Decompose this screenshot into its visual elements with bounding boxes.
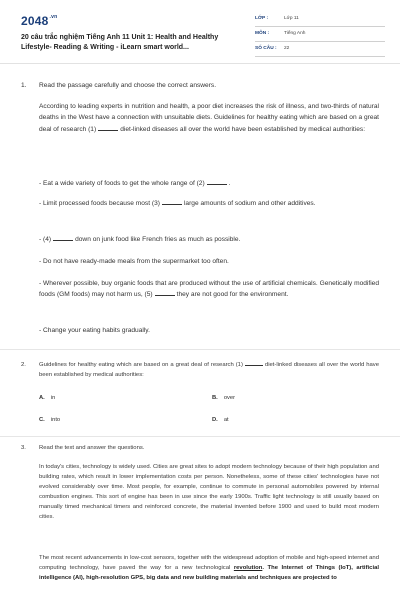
reading-text-bold: . The Internet of Things (IoT), artificial intelligence (AI), high-resolution GPS, big data and new building materials and techniques are projected to xyxy=(39,565,379,581)
guideline-item: - Do not have ready-made meals from the supermarket too often. xyxy=(39,258,229,265)
option-letter: C. xyxy=(39,417,45,423)
option-b[interactable] xyxy=(212,395,235,401)
question-divider xyxy=(0,436,400,437)
meta-row-subject xyxy=(255,30,385,42)
guideline-text: - Wherever possible, buy organic foods that are produced without the use of artificial chemicals. Genetically modified foods (GM foods) may not harm us, (5) xyxy=(39,280,379,299)
question-number: 2. xyxy=(21,362,26,368)
option-text: into xyxy=(50,417,61,423)
option-c[interactable] xyxy=(39,417,60,423)
question-text-part: Guidelines for healthy eating which are based on a great deal of research (1) xyxy=(39,362,243,368)
guideline-text: - Limit processed foods because most (3) xyxy=(39,200,160,207)
meta-key: LỚP : xyxy=(255,16,269,21)
document-title: 20 câu trắc nghiệm Tiếng Anh 11 Unit 1: Health and Healthy Lifestyle- Reading & Writing - iLearn smart world... xyxy=(21,34,219,51)
question-text xyxy=(39,360,379,380)
keyword-revolution: revolution xyxy=(233,565,263,571)
guideline-item xyxy=(39,178,379,189)
option-text: at xyxy=(223,417,229,423)
meta-row-grade xyxy=(255,15,385,27)
blank-5 xyxy=(155,290,175,296)
question-instruction: Read the passage carefully and choose the correct answers. xyxy=(39,82,217,89)
guideline-text: down on junk food like French fries as much as possible. xyxy=(75,236,241,243)
meta-row-count xyxy=(255,45,385,57)
meta-value: Tiếng Anh xyxy=(284,31,306,36)
passage-text: According to leading experts in nutrition and health, a poor diet increases the risk of illness, and two-thirds of natural deaths in the West have a connection with unsuitable diets. Guidelines for healthy eating which are based on a great deal of research (1) xyxy=(39,103,379,133)
reading-paragraph xyxy=(39,553,379,583)
meta-key: SỐ CÂU : xyxy=(255,46,277,51)
guideline-text: . xyxy=(228,180,231,187)
question-text-part: diet-linked diseases all over the world have been established by medical authorities: xyxy=(39,362,380,378)
meta-key: MÔN : xyxy=(255,31,270,36)
passage-text: diet-linked diseases all over the world have been established by medical authorities: xyxy=(120,125,366,133)
site-logo[interactable] xyxy=(21,14,57,28)
guideline-item xyxy=(39,198,379,209)
header xyxy=(0,0,400,62)
blank-4 xyxy=(53,235,73,241)
question-number: 3. xyxy=(21,445,26,451)
logo-suffix: .vn xyxy=(49,14,58,20)
meta-value: Lớp 11 xyxy=(284,16,299,21)
blank-1 xyxy=(98,125,118,131)
option-d[interactable] xyxy=(212,417,229,423)
option-a[interactable] xyxy=(39,395,55,401)
header-divider xyxy=(0,63,400,64)
passage-paragraph xyxy=(39,101,379,135)
option-letter: B. xyxy=(212,395,218,401)
blank-1 xyxy=(245,361,263,366)
blank-2 xyxy=(207,179,227,185)
meta-value: 22 xyxy=(284,46,290,51)
option-text: in xyxy=(50,395,56,401)
reading-paragraph: In today's cities, technology is widely used. Cities are great sites to adopt modern technology because of their high population and building rates, which result in lower implementation costs per person. Nonetheless, some of these cities' technologies have not evolved considerably over time. Most people, for example, continue to commute in personal automobiles powered by internal combustion engines. This sort of engine has been in use since the early 1900s. Traffic light technology is still usually based on manually timed mechanical timers and reinforced concrete, the material invented before 1900 and used to build most modern cities. xyxy=(39,464,379,520)
question-divider xyxy=(0,349,400,350)
logo-text: 2048 xyxy=(21,14,49,28)
guideline-item xyxy=(39,278,379,301)
meta-info xyxy=(255,15,385,60)
guideline-text: - Eat a wide variety of foods to get the whole range of (2) xyxy=(39,180,205,187)
guideline-item: - Change your eating habits gradually. xyxy=(39,327,150,334)
option-letter: D. xyxy=(212,417,218,423)
blank-3 xyxy=(162,199,182,205)
option-letter: A. xyxy=(39,395,45,401)
guideline-text: they are not good for the environment. xyxy=(176,291,289,299)
guideline-item xyxy=(39,234,379,245)
question-instruction: Read the text and answer the questions. xyxy=(39,445,145,451)
reading-text: The most recent advancements in low-cost sensors, together with the widespread adoption of mobile and high-speed internet and computing technology, have paved the way for a new technological xyxy=(39,555,379,571)
guideline-text: large amounts of sodium and other additives. xyxy=(183,200,316,207)
guideline-text: - (4) xyxy=(39,236,52,243)
option-text: over xyxy=(223,395,236,401)
question-number: 1. xyxy=(21,82,27,89)
